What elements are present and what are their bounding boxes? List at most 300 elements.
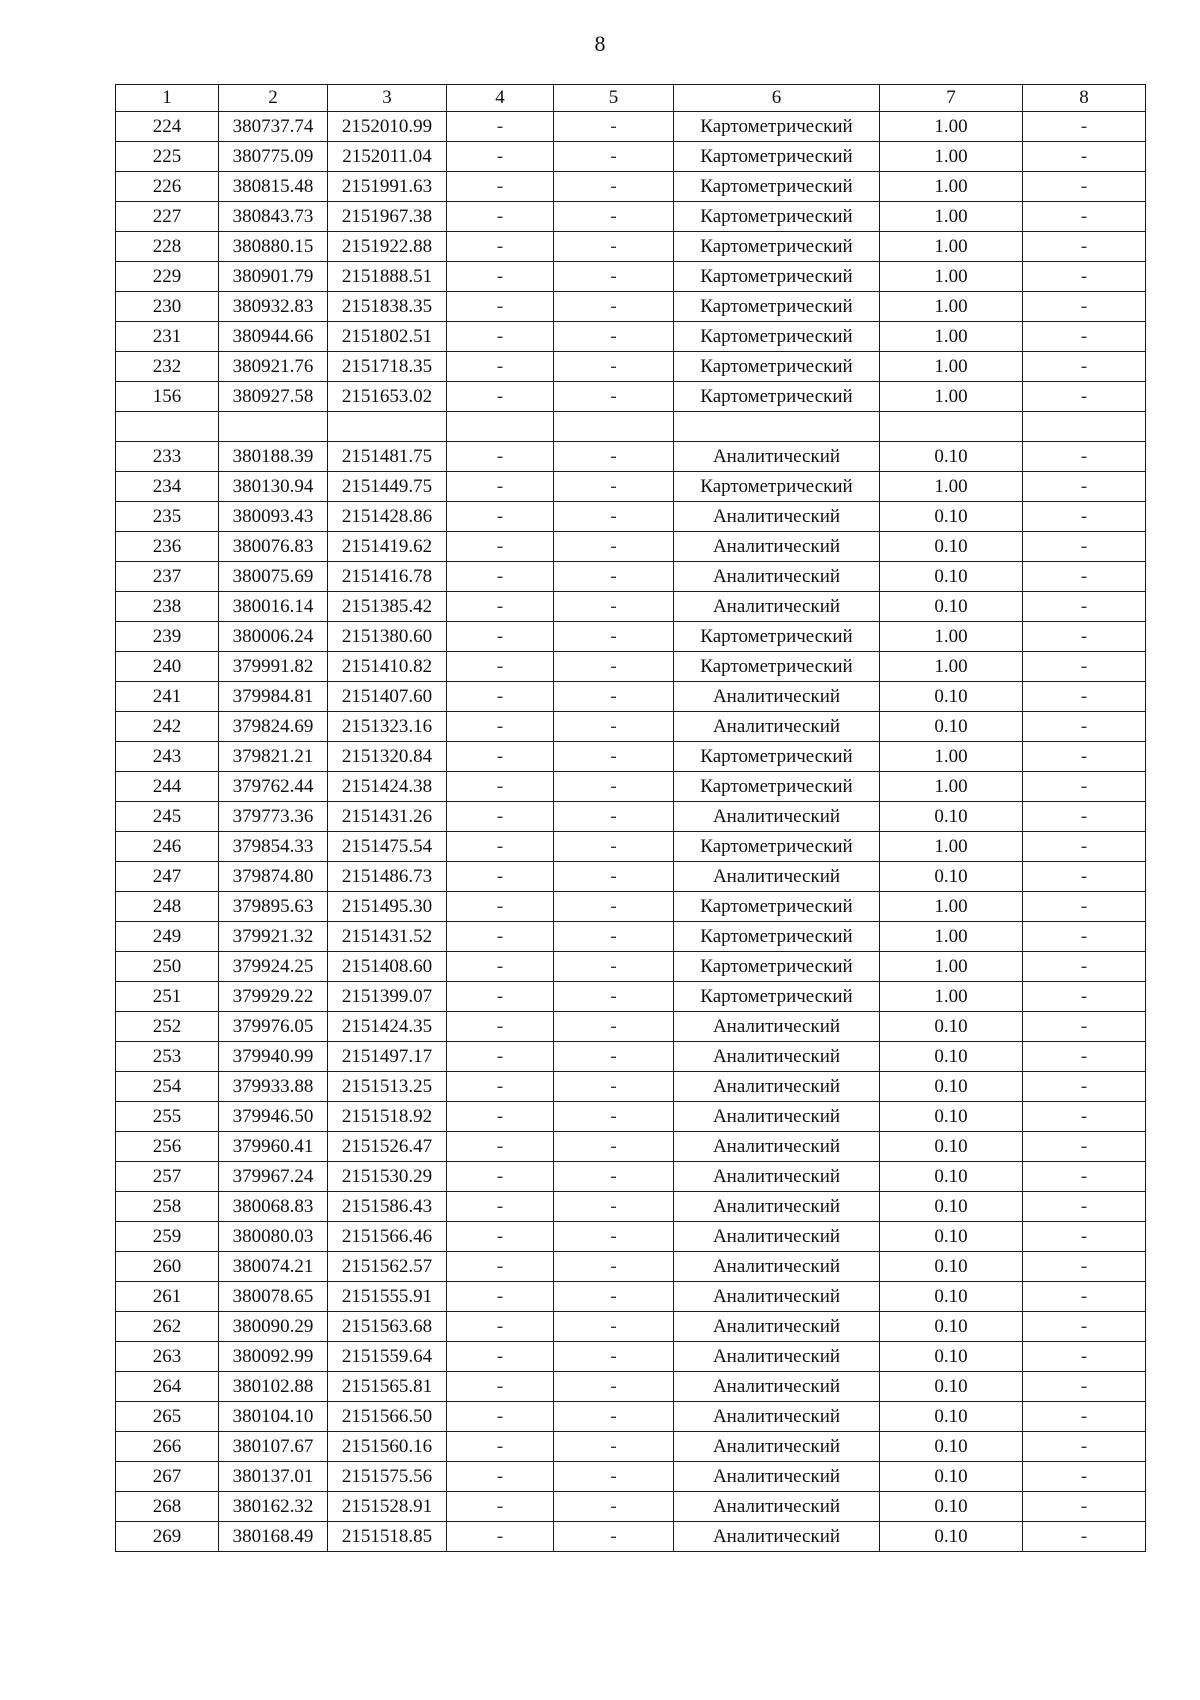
cell-method: Картометрический [674,112,880,142]
cell-accuracy: 0.10 [880,1072,1023,1102]
cell-x-coordinate: 380927.58 [219,382,328,412]
cell-y-coordinate: 2151431.26 [328,802,447,832]
cell-col-5: - [554,1012,674,1042]
table-row [116,622,1146,652]
cell-method: Аналитический [674,1102,880,1132]
cell-accuracy: 0.10 [880,562,1023,592]
table-row [116,262,1146,292]
cell-accuracy: 0.10 [880,1012,1023,1042]
cell-y-coordinate: 2151518.92 [328,1102,447,1132]
cell-point-number: 232 [116,352,219,382]
cell-method: Аналитический [674,532,880,562]
cell-col-4: - [447,532,554,562]
cell-y-coordinate: 2151560.16 [328,1432,447,1462]
cell-method: Картометрический [674,772,880,802]
cell-point-number: 263 [116,1342,219,1372]
cell-y-coordinate: 2151530.29 [328,1162,447,1192]
cell-point-number: 253 [116,1042,219,1072]
cell-col-4: - [447,382,554,412]
cell-col-5: - [554,322,674,352]
cell-col-8: - [1023,1132,1146,1162]
cell-y-coordinate: 2151838.35 [328,292,447,322]
cell-col-5: - [554,1372,674,1402]
cell-point-number: 224 [116,112,219,142]
cell-x-coordinate: 380944.66 [219,322,328,352]
cell-col-8: - [1023,352,1146,382]
cell-point-number: 235 [116,502,219,532]
cell-accuracy: 1.00 [880,262,1023,292]
cell-col-4: - [447,952,554,982]
cell-accuracy: 1.00 [880,892,1023,922]
cell-x-coordinate: 380880.15 [219,232,328,262]
cell-method: Аналитический [674,1402,880,1432]
cell-col-4: - [447,982,554,1012]
cell-y-coordinate: 2151495.30 [328,892,447,922]
cell-method: Картометрический [674,982,880,1012]
cell-col-5: - [554,1342,674,1372]
cell-col-5 [554,412,674,442]
cell-col-4: - [447,1132,554,1162]
cell-x-coordinate: 380092.99 [219,1342,328,1372]
cell-x-coordinate: 379854.33 [219,832,328,862]
header-cell-1: 1 [116,85,219,112]
cell-y-coordinate: 2151528.91 [328,1492,447,1522]
cell-y-coordinate: 2151565.81 [328,1372,447,1402]
cell-y-coordinate: 2151481.75 [328,442,447,472]
cell-y-coordinate: 2151416.78 [328,562,447,592]
cell-col-5: - [554,142,674,172]
cell-x-coordinate: 380102.88 [219,1372,328,1402]
cell-col-5: - [554,1312,674,1342]
cell-method: Аналитический [674,1492,880,1522]
cell-method: Картометрический [674,142,880,172]
cell-col-5: - [554,502,674,532]
cell-col-8: - [1023,292,1146,322]
cell-x-coordinate: 380016.14 [219,592,328,622]
cell-x-coordinate: 380078.65 [219,1282,328,1312]
cell-point-number: 229 [116,262,219,292]
table-row [116,712,1146,742]
table-row [116,1282,1146,1312]
cell-y-coordinate: 2151475.54 [328,832,447,862]
cell-method: Аналитический [674,562,880,592]
cell-col-4: - [447,862,554,892]
cell-accuracy: 1.00 [880,112,1023,142]
cell-col-5: - [554,472,674,502]
table-row [116,1072,1146,1102]
table-header-row [116,85,1146,112]
cell-point-number [116,412,219,442]
table-row [116,1102,1146,1132]
cell-col-4: - [447,1342,554,1372]
cell-col-4: - [447,1462,554,1492]
cell-x-coordinate: 379762.44 [219,772,328,802]
cell-y-coordinate: 2151566.46 [328,1222,447,1252]
cell-col-8: - [1023,1522,1146,1552]
cell-col-4: - [447,262,554,292]
cell-point-number: 251 [116,982,219,1012]
cell-accuracy [880,412,1023,442]
cell-point-number: 254 [116,1072,219,1102]
cell-col-8: - [1023,832,1146,862]
cell-accuracy: 1.00 [880,472,1023,502]
cell-x-coordinate: 380093.43 [219,502,328,532]
cell-col-5: - [554,292,674,322]
cell-x-coordinate: 380921.76 [219,352,328,382]
cell-col-8: - [1023,112,1146,142]
cell-col-8: - [1023,622,1146,652]
cell-col-5: - [554,1162,674,1192]
cell-y-coordinate: 2151518.85 [328,1522,447,1552]
cell-point-number: 268 [116,1492,219,1522]
cell-col-4: - [447,1012,554,1042]
cell-col-8: - [1023,862,1146,892]
cell-col-4 [447,412,554,442]
cell-x-coordinate: 380075.69 [219,562,328,592]
cell-y-coordinate: 2151718.35 [328,352,447,382]
cell-accuracy: 0.10 [880,502,1023,532]
cell-method: Картометрический [674,172,880,202]
table-row [116,562,1146,592]
cell-x-coordinate: 379933.88 [219,1072,328,1102]
cell-col-5: - [554,1462,674,1492]
table-row [116,202,1146,232]
table-row [116,172,1146,202]
cell-accuracy: 0.10 [880,1402,1023,1432]
cell-method: Картометрический [674,322,880,352]
table-row [116,1012,1146,1042]
cell-accuracy: 0.10 [880,1492,1023,1522]
page-number: 8 [594,31,606,56]
cell-accuracy: 0.10 [880,862,1023,892]
cell-col-4: - [447,322,554,352]
cell-accuracy: 0.10 [880,1222,1023,1252]
cell-col-8: - [1023,1102,1146,1132]
cell-col-4: - [447,592,554,622]
cell-method: Аналитический [674,1042,880,1072]
cell-point-number: 228 [116,232,219,262]
cell-col-8: - [1023,442,1146,472]
cell-point-number: 265 [116,1402,219,1432]
cell-x-coordinate: 380006.24 [219,622,328,652]
cell-x-coordinate: 380104.10 [219,1402,328,1432]
cell-point-number: 269 [116,1522,219,1552]
table-row [116,1312,1146,1342]
cell-col-8: - [1023,682,1146,712]
table-row [116,232,1146,262]
table-row [116,352,1146,382]
cell-col-8: - [1023,1312,1146,1342]
cell-col-5: - [554,442,674,472]
table-row [116,112,1146,142]
cell-col-8: - [1023,1372,1146,1402]
cell-x-coordinate: 379967.24 [219,1162,328,1192]
table-row [116,1372,1146,1402]
cell-method: Картометрический [674,472,880,502]
cell-col-8: - [1023,202,1146,232]
cell-y-coordinate: 2151486.73 [328,862,447,892]
cell-x-coordinate: 380074.21 [219,1252,328,1282]
table-row [116,802,1146,832]
cell-col-4: - [447,922,554,952]
cell-col-4: - [447,1162,554,1192]
cell-x-coordinate: 380188.39 [219,442,328,472]
cell-point-number: 242 [116,712,219,742]
cell-col-8: - [1023,802,1146,832]
cell-y-coordinate: 2151419.62 [328,532,447,562]
cell-method: Аналитический [674,1432,880,1462]
cell-col-4: - [447,622,554,652]
table-row [116,952,1146,982]
cell-col-5: - [554,712,674,742]
cell-col-5: - [554,1102,674,1132]
cell-x-coordinate: 380076.83 [219,532,328,562]
cell-method [674,412,880,442]
cell-accuracy: 0.10 [880,1432,1023,1462]
cell-col-8: - [1023,172,1146,202]
header-cell-3: 3 [328,85,447,112]
cell-col-5: - [554,982,674,1012]
cell-y-coordinate: 2151424.38 [328,772,447,802]
table-row [116,772,1146,802]
cell-point-number: 262 [116,1312,219,1342]
cell-method: Картометрический [674,352,880,382]
cell-col-5: - [554,1432,674,1462]
cell-point-number: 156 [116,382,219,412]
cell-accuracy: 1.00 [880,382,1023,412]
cell-y-coordinate: 2151513.25 [328,1072,447,1102]
cell-accuracy: 1.00 [880,772,1023,802]
cell-col-4: - [447,142,554,172]
cell-col-4: - [447,202,554,232]
cell-accuracy: 0.10 [880,1252,1023,1282]
table-row [116,1522,1146,1552]
cell-col-8: - [1023,1402,1146,1432]
cell-accuracy: 0.10 [880,1192,1023,1222]
cell-y-coordinate [328,412,447,442]
cell-method: Картометрический [674,952,880,982]
cell-col-5: - [554,1072,674,1102]
cell-method: Картометрический [674,292,880,322]
cell-x-coordinate: 380737.74 [219,112,328,142]
header-cell-2: 2 [219,85,328,112]
cell-col-8: - [1023,532,1146,562]
table-row [116,532,1146,562]
cell-accuracy: 1.00 [880,202,1023,232]
cell-col-5: - [554,652,674,682]
table-row [116,892,1146,922]
cell-col-4: - [447,1282,554,1312]
cell-col-4: - [447,292,554,322]
cell-x-coordinate: 379976.05 [219,1012,328,1042]
cell-point-number: 233 [116,442,219,472]
cell-x-coordinate: 380168.49 [219,1522,328,1552]
cell-col-5: - [554,352,674,382]
cell-accuracy: 1.00 [880,652,1023,682]
cell-method: Картометрический [674,742,880,772]
cell-point-number: 240 [116,652,219,682]
table-row [116,1342,1146,1372]
table-row [116,502,1146,532]
cell-col-4: - [447,1372,554,1402]
cell-y-coordinate: 2151566.50 [328,1402,447,1432]
cell-y-coordinate: 2151562.57 [328,1252,447,1282]
cell-x-coordinate: 380090.29 [219,1312,328,1342]
table-row [116,442,1146,472]
cell-col-5: - [554,622,674,652]
cell-col-4: - [447,652,554,682]
cell-method: Аналитический [674,712,880,742]
cell-x-coordinate: 380068.83 [219,1192,328,1222]
cell-accuracy: 1.00 [880,322,1023,352]
cell-col-5: - [554,1042,674,1072]
cell-x-coordinate: 380843.73 [219,202,328,232]
cell-col-5: - [554,952,674,982]
cell-accuracy: 1.00 [880,982,1023,1012]
cell-accuracy: 1.00 [880,292,1023,322]
cell-point-number: 246 [116,832,219,862]
cell-point-number: 226 [116,172,219,202]
table-row [116,1462,1146,1492]
table-row [116,142,1146,172]
cell-method: Картометрический [674,622,880,652]
cell-method: Картометрический [674,652,880,682]
table-row [116,652,1146,682]
table-row [116,1252,1146,1282]
cell-col-8: - [1023,1072,1146,1102]
cell-accuracy: 1.00 [880,742,1023,772]
cell-x-coordinate: 379895.63 [219,892,328,922]
cell-col-8: - [1023,1342,1146,1372]
cell-col-8: - [1023,922,1146,952]
table-row [116,1222,1146,1252]
cell-method: Аналитический [674,862,880,892]
cell-y-coordinate: 2151399.07 [328,982,447,1012]
cell-x-coordinate: 380775.09 [219,142,328,172]
table-body [116,85,1146,1552]
cell-col-5: - [554,1132,674,1162]
cell-col-8 [1023,412,1146,442]
cell-y-coordinate: 2151410.82 [328,652,447,682]
cell-col-5: - [554,1282,674,1312]
cell-point-number: 250 [116,952,219,982]
cell-accuracy: 1.00 [880,232,1023,262]
cell-col-8: - [1023,1222,1146,1252]
cell-accuracy: 0.10 [880,1462,1023,1492]
cell-x-coordinate: 379773.36 [219,802,328,832]
header-cell-8: 8 [1023,85,1146,112]
cell-method: Картометрический [674,892,880,922]
table-row [116,592,1146,622]
cell-col-4: - [447,772,554,802]
cell-col-4: - [447,1432,554,1462]
cell-point-number: 267 [116,1462,219,1492]
cell-col-5: - [554,862,674,892]
cell-x-coordinate: 380815.48 [219,172,328,202]
cell-x-coordinate: 379874.80 [219,862,328,892]
table-row [116,682,1146,712]
cell-col-4: - [447,1042,554,1072]
cell-col-8: - [1023,1042,1146,1072]
cell-col-5: - [554,682,674,712]
cell-col-5: - [554,382,674,412]
cell-method: Аналитический [674,1282,880,1312]
table-row [116,832,1146,862]
cell-accuracy: 0.10 [880,1342,1023,1372]
cell-method: Картометрический [674,382,880,412]
cell-y-coordinate: 2151408.60 [328,952,447,982]
cell-col-5: - [554,832,674,862]
cell-method: Аналитический [674,1012,880,1042]
cell-point-number: 258 [116,1192,219,1222]
table-row [116,292,1146,322]
cell-col-4: - [447,562,554,592]
cell-point-number: 260 [116,1252,219,1282]
cell-accuracy: 0.10 [880,712,1023,742]
cell-point-number: 264 [116,1372,219,1402]
cell-col-4: - [447,172,554,202]
cell-x-coordinate: 379929.22 [219,982,328,1012]
table-row [116,1162,1146,1192]
cell-point-number: 245 [116,802,219,832]
cell-method: Аналитический [674,1072,880,1102]
cell-y-coordinate: 2151526.47 [328,1132,447,1162]
table-row [116,742,1146,772]
table-row-blank [116,412,1146,442]
cell-col-5: - [554,772,674,802]
cell-col-5: - [554,1402,674,1432]
cell-method: Аналитический [674,1522,880,1552]
cell-point-number: 231 [116,322,219,352]
cell-col-4: - [447,112,554,142]
cell-point-number: 252 [116,1012,219,1042]
cell-y-coordinate: 2151967.38 [328,202,447,232]
cell-col-5: - [554,802,674,832]
cell-point-number: 249 [116,922,219,952]
cell-method: Картометрический [674,832,880,862]
cell-col-8: - [1023,1462,1146,1492]
cell-col-4: - [447,1102,554,1132]
cell-accuracy: 0.10 [880,1162,1023,1192]
header-cell-5: 5 [554,85,674,112]
cell-col-5: - [554,112,674,142]
cell-x-coordinate: 380162.32 [219,1492,328,1522]
cell-accuracy: 1.00 [880,832,1023,862]
cell-point-number: 234 [116,472,219,502]
cell-col-4: - [447,892,554,922]
cell-col-8: - [1023,712,1146,742]
cell-col-4: - [447,682,554,712]
cell-col-4: - [447,802,554,832]
cell-col-4: - [447,1492,554,1522]
cell-col-4: - [447,1192,554,1222]
cell-y-coordinate: 2151888.51 [328,262,447,292]
cell-col-5: - [554,562,674,592]
cell-method: Аналитический [674,502,880,532]
cell-x-coordinate: 379991.82 [219,652,328,682]
cell-x-coordinate: 379924.25 [219,952,328,982]
cell-col-5: - [554,892,674,922]
cell-accuracy: 1.00 [880,952,1023,982]
cell-point-number: 266 [116,1432,219,1462]
cell-col-8: - [1023,592,1146,622]
cell-accuracy: 0.10 [880,802,1023,832]
cell-x-coordinate: 379821.21 [219,742,328,772]
cell-col-5: - [554,1492,674,1522]
cell-col-8: - [1023,1432,1146,1462]
cell-method: Аналитический [674,1162,880,1192]
cell-col-8: - [1023,772,1146,802]
